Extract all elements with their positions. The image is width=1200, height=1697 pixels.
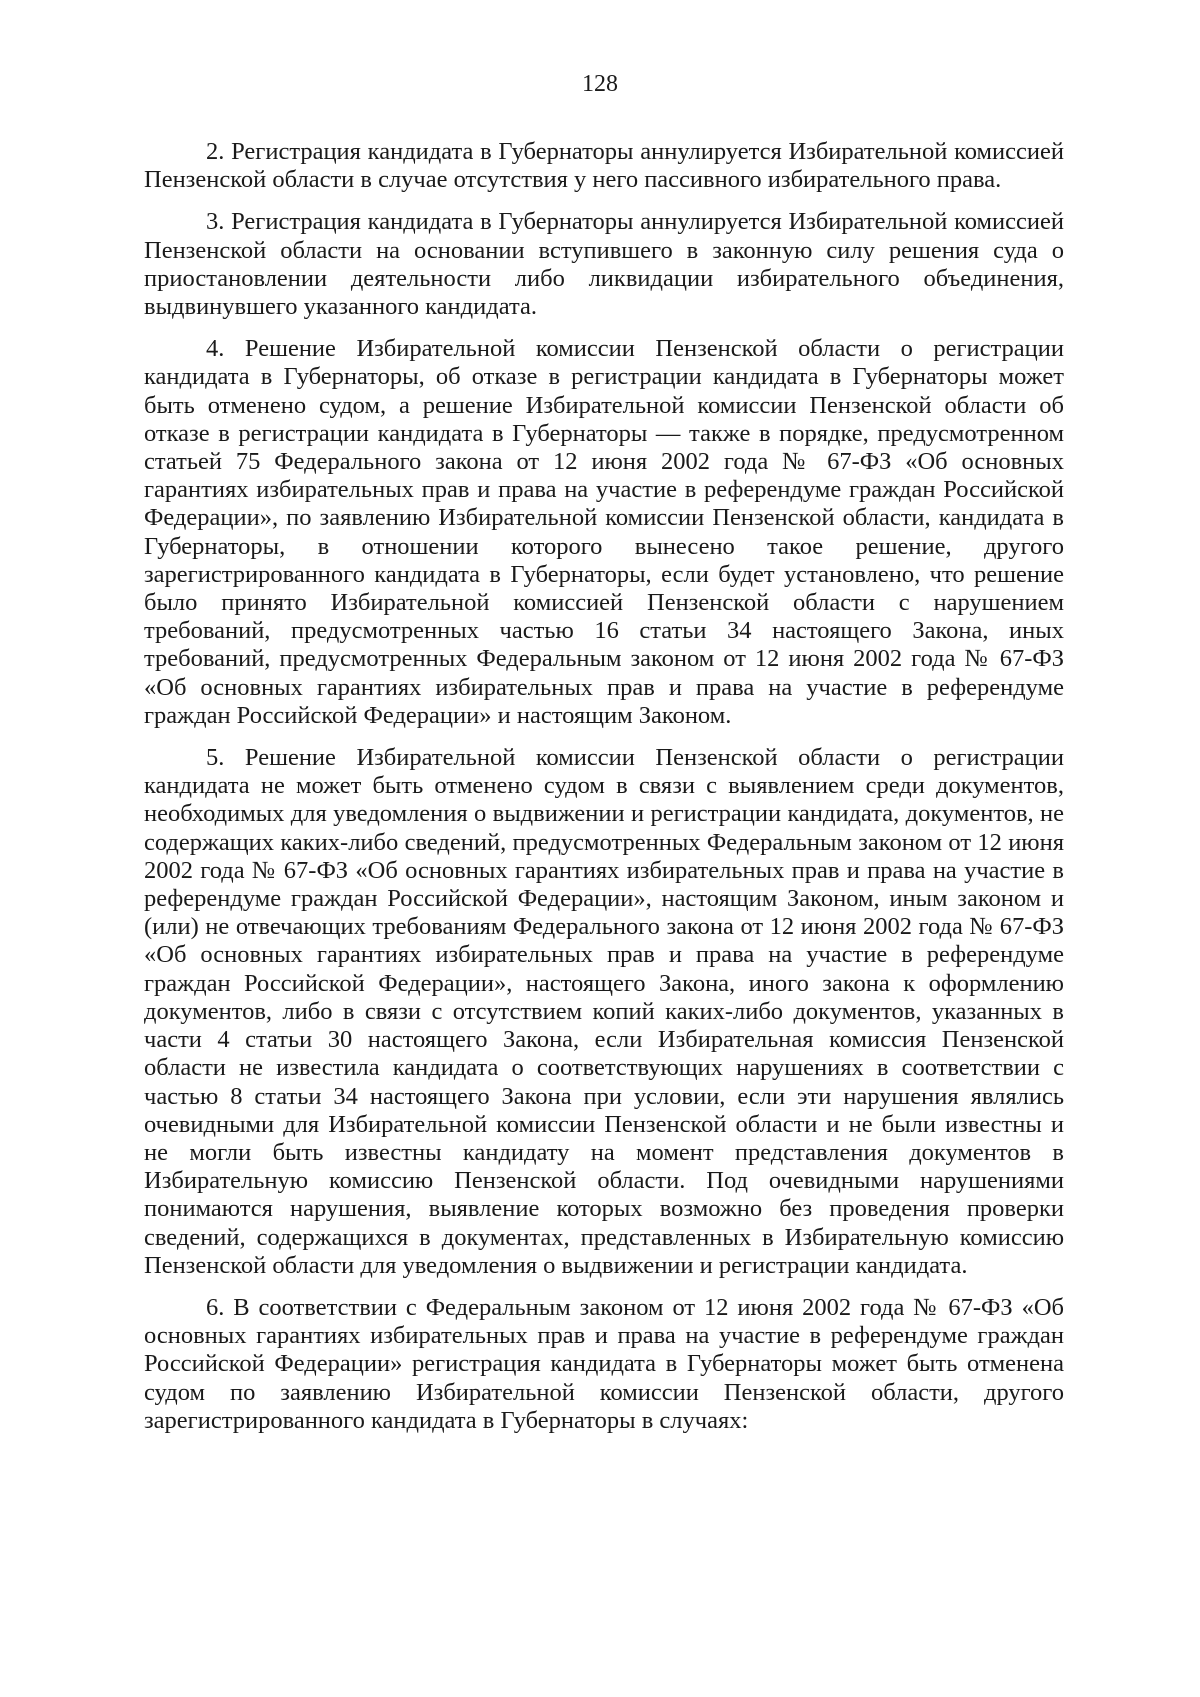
paragraph-4: 4. Решение Избирательной комиссии Пензенской области о регистрации кандидата в Губернаторы, об отказе в регистрации кандидата в Губернаторы может быть отменено судом, а решение Избирательной комиссии Пензенской области об отказе в регистрации кандидата в Губернаторы — также в порядке, предусмотренном статьей 75 Федерального закона от 12 июня 2002 года № 67-ФЗ «Об основных гарантиях избирательных прав и права на участие в референдуме граждан Российской Федерации», по заявлению Избирательной комиссии Пензенской области, кандидата в Губернаторы, в отношении которого вынесено такое решение, другого зарегистрированного кандидата в Губернаторы, если будет установлено, что решение было принято Избирательной комиссией Пензенской области с нарушением требований, предусмотренных частью 16 статьи 34 настоящего Закона, иных требований, предусмотренных Федеральным законом от 12 июня 2002 года № 67-ФЗ «Об основных гарантиях избирательных прав и права на участие в референдуме граждан Российской Федерации» и настоящим Законом.	[144, 335, 1064, 729]
paragraph-5: 5. Решение Избирательной комиссии Пензенской области о регистрации кандидата не может быть отменено судом в связи с выявлением среди документов, необходимых для уведомления о выдвижении и регистрации кандидата, документов, не содержащих каких-либо сведений, предусмотренных Федеральным законом от 12 июня 2002 года № 67-ФЗ «Об основных гарантиях избирательных прав и права на участие в референдуме граждан Российской Федерации», настоящим Законом, иным законом и (или) не отвечающих требованиям Федерального закона от 12 июня 2002 года № 67-ФЗ «Об основных гарантиях избирательных прав и права на участие в референдуме граждан Российской Федерации», настоящего Закона, иного закона к оформлению документов, либо в связи с отсутствием копий каких-либо документов, указанных в части 4 статьи 30 настоящего Закона, если Избирательная комиссия Пензенской области не известила кандидата о соответствующих нарушениях в соответствии с частью 8 статьи 34 настоящего Закона при условии, если эти нарушения являлись очевидными для Избирательной комиссии Пензенской области и не были известны и не могли быть известны кандидату на момент представления документов в Избирательную комиссию Пензенской области. Под очевидными нарушениями понимаются нарушения, выявление которых возможно без проведения проверки сведений, содержащихся в документах, представленных в Избирательную комиссию Пензенской области для уведомления о выдвижении и регистрации кандидата.	[144, 744, 1064, 1279]
paragraph-3: 3. Регистрация кандидата в Губернаторы аннулируется Избирательной комиссией Пензенской области на основании вступившего в законную силу решения суда о приостановлении деятельности либо ликвидации избирательного объединения, выдвинувшего указанного кандидата.	[144, 208, 1064, 321]
paragraph-6: 6. В соответствии с Федеральным законом от 12 июня 2002 года № 67-ФЗ «Об основных гарантиях избирательных прав и права на участие в референдуме граждан Российской Федерации» регистрация кандидата в Губернаторы может быть отменена судом по заявлению Избирательной комиссии Пензенской области, другого зарегистрированного кандидата в Губернаторы в случаях:	[144, 1293, 1064, 1434]
document-body	[144, 138, 1064, 1449]
page-number: 128	[582, 71, 618, 97]
paragraph-2: 2. Регистрация кандидата в Губернаторы аннулируется Избирательной комиссией Пензенской области в случае отсутствия у него пассивного избирательного права.	[144, 138, 1064, 194]
